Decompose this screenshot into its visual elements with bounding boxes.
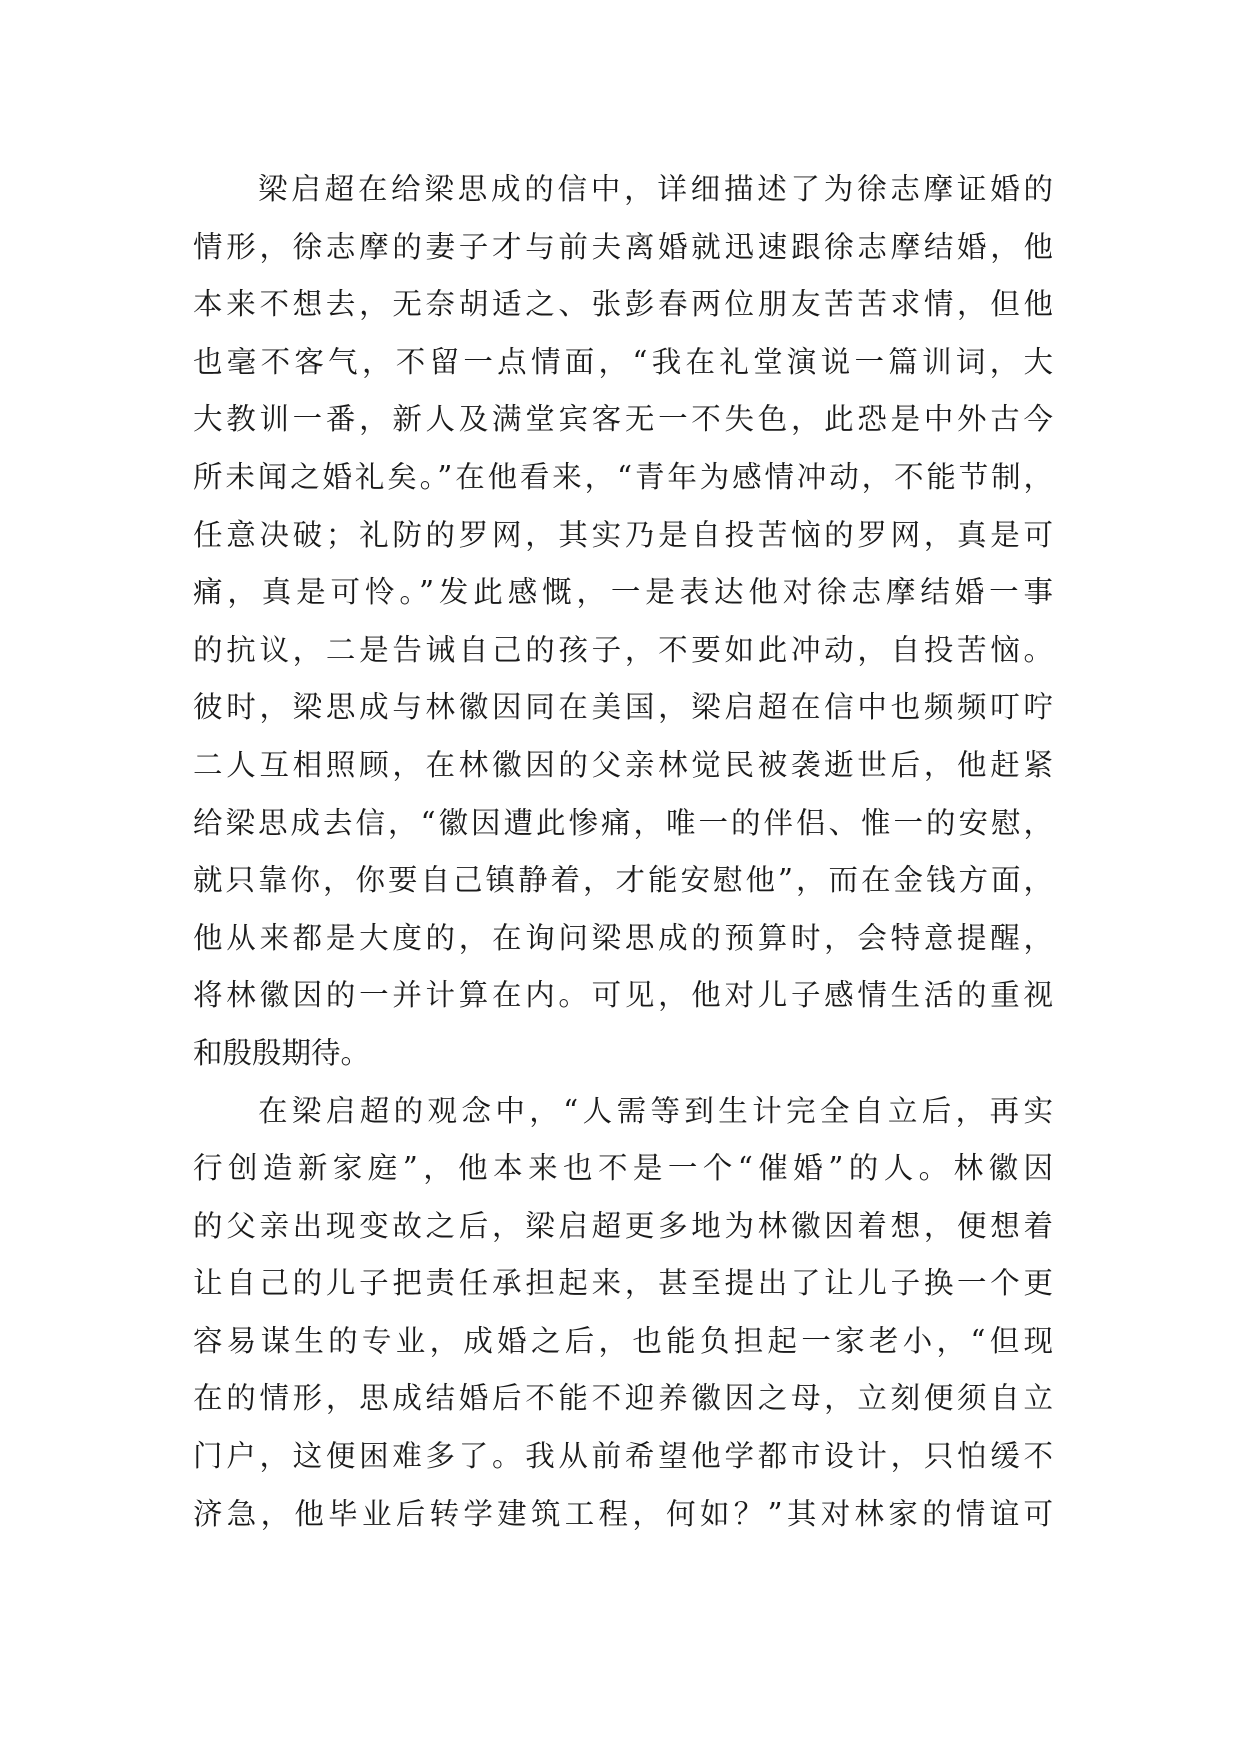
text-line: 行创造新家庭”，他本来也不是一个“催婚”的人。林徽因 <box>193 1151 1053 1186</box>
text-line: 梁启超在给梁思成的信中，详细描述了为徐志摩证婚的 <box>258 172 1053 206</box>
text-line: 情形，徐志摩的妻子才与前夫离婚就迅速跟徐志摩结婚，他 <box>193 229 1053 264</box>
text-line: 也毫不客气，不留一点情面，“我在礼堂演说一篇训词，大 <box>193 344 1053 379</box>
text-line: 和殷殷期待。 <box>193 1035 371 1070</box>
text-line: 在的情形，思成结婚后不能不迎养徽因之母，立刻便须自立 <box>193 1381 1053 1416</box>
text-line: 大教训一番，新人及满堂宾客无一不失色，此恐是中外古今 <box>193 402 1053 437</box>
text-line: 门户，这便困难多了。我从前希望他学都市设计，只怕缓不 <box>193 1439 1053 1474</box>
text-line: 的抗议，二是告诫自己的孩子，不要如此冲动，自投苦恼。 <box>193 632 1053 667</box>
text-line: 济急，他毕业后转学建筑工程，何如？”其对林家的情谊可 <box>193 1496 1053 1531</box>
text-line: 给梁思成去信，“徽因遭此惨痛，唯一的伴侣、惟一的安慰， <box>193 805 1053 840</box>
text-line: 的父亲出现变故之后，梁启超更多地为林徽因着想，便想着 <box>193 1208 1053 1243</box>
text-line: 将林徽因的一并计算在内。可见，他对儿子感情生活的重视 <box>193 978 1053 1013</box>
text-line: 容易谋生的专业，成婚之后，也能负担起一家老小，“但现 <box>193 1323 1053 1358</box>
text-line: 本来不想去，无奈胡适之、张彭春两位朋友苦苦求情，但他 <box>193 287 1053 322</box>
text-line: 就只靠你，你要自己镇静着，才能安慰他”，而在金钱方面， <box>193 863 1053 898</box>
text-line: 任意决破；礼防的罗网，其实乃是自投苦恼的罗网，真是可 <box>193 517 1053 552</box>
text-line: 他从来都是大度的，在询问梁思成的预算时，会特意提醒， <box>193 920 1053 955</box>
text-line: 在梁启超的观念中，“人需等到生计完全自立后，再实 <box>258 1093 1053 1128</box>
paragraph <box>193 161 1053 1083</box>
text-line: 所未闻之婚礼矣。”在他看来，“青年为感情冲动，不能节制， <box>193 459 1053 494</box>
body-text <box>193 161 1053 1543</box>
text-line: 让自己的儿子把责任承担起来，甚至提出了让儿子换一个更 <box>193 1266 1053 1301</box>
text-line: 二人互相照顾，在林徽因的父亲林觉民被袭逝世后，他赶紧 <box>193 747 1053 782</box>
text-line: 痛，真是可怜。”发此感慨，一是表达他对徐志摩结婚一事 <box>193 575 1053 610</box>
text-line: 彼时，梁思成与林徽因同在美国，梁启超在信中也频频叮咛 <box>193 690 1053 725</box>
paragraph <box>193 1083 1053 1544</box>
